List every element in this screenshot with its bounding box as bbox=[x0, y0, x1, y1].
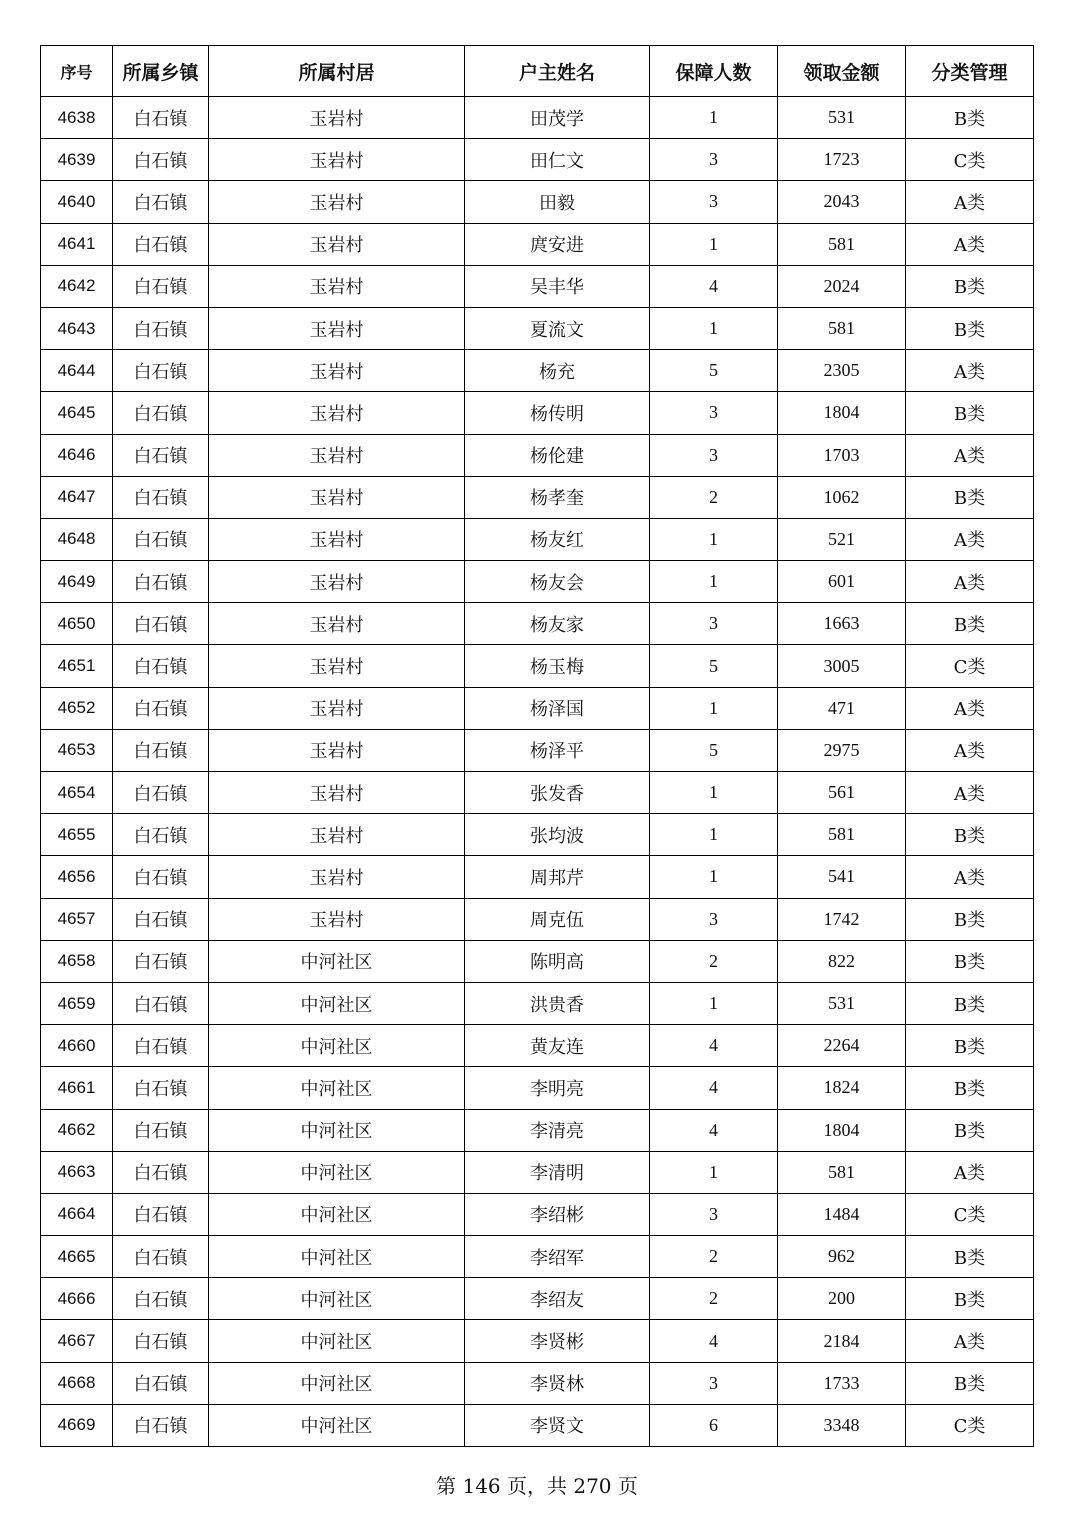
cell-village: 玉岩村 bbox=[209, 307, 465, 349]
cell-householder: 李绍友 bbox=[465, 1278, 650, 1320]
cell-persons: 3 bbox=[650, 1193, 778, 1235]
cell-amount: 1484 bbox=[778, 1193, 906, 1235]
cell-persons: 2 bbox=[650, 940, 778, 982]
cell-township: 白石镇 bbox=[113, 518, 209, 560]
cell-township: 白石镇 bbox=[113, 1025, 209, 1067]
table-row bbox=[41, 181, 1034, 223]
table-row bbox=[41, 223, 1034, 265]
cell-seq: 4668 bbox=[41, 1362, 113, 1404]
cell-township: 白石镇 bbox=[113, 645, 209, 687]
cell-seq: 4661 bbox=[41, 1067, 113, 1109]
cell-category: A类 bbox=[906, 518, 1034, 560]
cell-householder: 杨友会 bbox=[465, 561, 650, 603]
cell-township: 白石镇 bbox=[113, 476, 209, 518]
cell-category: C类 bbox=[906, 1404, 1034, 1446]
cell-householder: 黄友连 bbox=[465, 1025, 650, 1067]
cell-amount: 2024 bbox=[778, 265, 906, 307]
cell-category: B类 bbox=[906, 603, 1034, 645]
cell-seq: 4642 bbox=[41, 265, 113, 307]
cell-seq: 4657 bbox=[41, 898, 113, 940]
cell-township: 白石镇 bbox=[113, 223, 209, 265]
cell-seq: 4656 bbox=[41, 856, 113, 898]
cell-category: A类 bbox=[906, 687, 1034, 729]
header-township: 所属乡镇 bbox=[113, 46, 209, 97]
cell-seq: 4640 bbox=[41, 181, 113, 223]
table-row bbox=[41, 898, 1034, 940]
table-row bbox=[41, 645, 1034, 687]
cell-village: 玉岩村 bbox=[209, 772, 465, 814]
cell-persons: 2 bbox=[650, 1236, 778, 1278]
cell-householder: 周克伍 bbox=[465, 898, 650, 940]
cell-householder: 张发香 bbox=[465, 772, 650, 814]
cell-householder: 杨伦建 bbox=[465, 434, 650, 476]
cell-persons: 3 bbox=[650, 603, 778, 645]
cell-category: B类 bbox=[906, 1109, 1034, 1151]
cell-township: 白石镇 bbox=[113, 856, 209, 898]
cell-seq: 4667 bbox=[41, 1320, 113, 1362]
cell-householder: 田茂学 bbox=[465, 97, 650, 139]
cell-persons: 4 bbox=[650, 1320, 778, 1362]
cell-householder: 李贤彬 bbox=[465, 1320, 650, 1362]
cell-village: 中河社区 bbox=[209, 1404, 465, 1446]
cell-householder: 吴丰华 bbox=[465, 265, 650, 307]
cell-persons: 1 bbox=[650, 772, 778, 814]
cell-householder: 李清亮 bbox=[465, 1109, 650, 1151]
cell-village: 玉岩村 bbox=[209, 898, 465, 940]
cell-amount: 601 bbox=[778, 561, 906, 603]
cell-amount: 1804 bbox=[778, 392, 906, 434]
cell-seq: 4645 bbox=[41, 392, 113, 434]
cell-amount: 531 bbox=[778, 982, 906, 1024]
table-row bbox=[41, 1151, 1034, 1193]
cell-seq: 4647 bbox=[41, 476, 113, 518]
cell-amount: 1742 bbox=[778, 898, 906, 940]
cell-persons: 5 bbox=[650, 350, 778, 392]
table-row bbox=[41, 603, 1034, 645]
table-header-row bbox=[41, 46, 1034, 97]
cell-amount: 581 bbox=[778, 814, 906, 856]
cell-township: 白石镇 bbox=[113, 687, 209, 729]
table-row bbox=[41, 940, 1034, 982]
table-row bbox=[41, 307, 1034, 349]
cell-village: 玉岩村 bbox=[209, 97, 465, 139]
table-row bbox=[41, 1236, 1034, 1278]
cell-persons: 4 bbox=[650, 1109, 778, 1151]
cell-persons: 3 bbox=[650, 898, 778, 940]
cell-village: 玉岩村 bbox=[209, 181, 465, 223]
table-row bbox=[41, 982, 1034, 1024]
cell-persons: 1 bbox=[650, 307, 778, 349]
cell-householder: 田仁文 bbox=[465, 139, 650, 181]
cell-category: C类 bbox=[906, 1193, 1034, 1235]
cell-amount: 531 bbox=[778, 97, 906, 139]
cell-village: 中河社区 bbox=[209, 1278, 465, 1320]
cell-persons: 1 bbox=[650, 814, 778, 856]
table-row bbox=[41, 1278, 1034, 1320]
cell-householder: 李明亮 bbox=[465, 1067, 650, 1109]
cell-householder: 杨友家 bbox=[465, 603, 650, 645]
cell-township: 白石镇 bbox=[113, 814, 209, 856]
cell-persons: 5 bbox=[650, 645, 778, 687]
table-row bbox=[41, 1320, 1034, 1362]
cell-householder: 杨传明 bbox=[465, 392, 650, 434]
cell-category: A类 bbox=[906, 223, 1034, 265]
cell-category: B类 bbox=[906, 1362, 1034, 1404]
cell-seq: 4669 bbox=[41, 1404, 113, 1446]
cell-category: B类 bbox=[906, 265, 1034, 307]
table-row bbox=[41, 1067, 1034, 1109]
cell-category: B类 bbox=[906, 1025, 1034, 1067]
table-row bbox=[41, 814, 1034, 856]
cell-village: 中河社区 bbox=[209, 982, 465, 1024]
cell-township: 白石镇 bbox=[113, 603, 209, 645]
cell-category: B类 bbox=[906, 1067, 1034, 1109]
cell-village: 中河社区 bbox=[209, 940, 465, 982]
cell-amount: 1663 bbox=[778, 603, 906, 645]
cell-seq: 4651 bbox=[41, 645, 113, 687]
cell-category: A类 bbox=[906, 434, 1034, 476]
cell-householder: 李绍军 bbox=[465, 1236, 650, 1278]
cell-amount: 471 bbox=[778, 687, 906, 729]
cell-seq: 4662 bbox=[41, 1109, 113, 1151]
cell-category: B类 bbox=[906, 982, 1034, 1024]
cell-householder: 杨友红 bbox=[465, 518, 650, 560]
cell-village: 玉岩村 bbox=[209, 814, 465, 856]
cell-amount: 1062 bbox=[778, 476, 906, 518]
cell-township: 白石镇 bbox=[113, 97, 209, 139]
cell-seq: 4646 bbox=[41, 434, 113, 476]
cell-amount: 521 bbox=[778, 518, 906, 560]
cell-seq: 4666 bbox=[41, 1278, 113, 1320]
table-row bbox=[41, 561, 1034, 603]
cell-village: 玉岩村 bbox=[209, 139, 465, 181]
cell-seq: 4641 bbox=[41, 223, 113, 265]
cell-township: 白石镇 bbox=[113, 350, 209, 392]
header-persons: 保障人数 bbox=[650, 46, 778, 97]
cell-township: 白石镇 bbox=[113, 772, 209, 814]
cell-township: 白石镇 bbox=[113, 1109, 209, 1151]
cell-township: 白石镇 bbox=[113, 1067, 209, 1109]
cell-amount: 581 bbox=[778, 1151, 906, 1193]
cell-township: 白石镇 bbox=[113, 265, 209, 307]
table-row bbox=[41, 772, 1034, 814]
cell-persons: 1 bbox=[650, 518, 778, 560]
cell-seq: 4663 bbox=[41, 1151, 113, 1193]
cell-householder: 田毅 bbox=[465, 181, 650, 223]
cell-township: 白石镇 bbox=[113, 1236, 209, 1278]
cell-township: 白石镇 bbox=[113, 1193, 209, 1235]
cell-amount: 822 bbox=[778, 940, 906, 982]
table-row bbox=[41, 265, 1034, 307]
table-row bbox=[41, 1193, 1034, 1235]
cell-persons: 4 bbox=[650, 1025, 778, 1067]
cell-amount: 1824 bbox=[778, 1067, 906, 1109]
cell-village: 玉岩村 bbox=[209, 265, 465, 307]
cell-amount: 962 bbox=[778, 1236, 906, 1278]
cell-township: 白石镇 bbox=[113, 1278, 209, 1320]
cell-persons: 3 bbox=[650, 139, 778, 181]
cell-persons: 3 bbox=[650, 392, 778, 434]
cell-amount: 200 bbox=[778, 1278, 906, 1320]
cell-category: A类 bbox=[906, 856, 1034, 898]
table-row bbox=[41, 729, 1034, 771]
cell-householder: 李贤文 bbox=[465, 1404, 650, 1446]
cell-category: A类 bbox=[906, 729, 1034, 771]
cell-persons: 1 bbox=[650, 982, 778, 1024]
cell-category: C类 bbox=[906, 139, 1034, 181]
cell-amount: 2264 bbox=[778, 1025, 906, 1067]
cell-persons: 1 bbox=[650, 687, 778, 729]
cell-township: 白石镇 bbox=[113, 181, 209, 223]
header-category: 分类管理 bbox=[906, 46, 1034, 97]
cell-category: B类 bbox=[906, 814, 1034, 856]
cell-village: 玉岩村 bbox=[209, 687, 465, 729]
cell-seq: 4655 bbox=[41, 814, 113, 856]
header-householder: 户主姓名 bbox=[465, 46, 650, 97]
cell-category: B类 bbox=[906, 1278, 1034, 1320]
cell-persons: 1 bbox=[650, 1151, 778, 1193]
table-row bbox=[41, 1404, 1034, 1446]
cell-amount: 1804 bbox=[778, 1109, 906, 1151]
cell-township: 白石镇 bbox=[113, 898, 209, 940]
cell-village: 中河社区 bbox=[209, 1362, 465, 1404]
cell-amount: 2184 bbox=[778, 1320, 906, 1362]
cell-seq: 4649 bbox=[41, 561, 113, 603]
cell-seq: 4659 bbox=[41, 982, 113, 1024]
table-row bbox=[41, 139, 1034, 181]
cell-seq: 4643 bbox=[41, 307, 113, 349]
cell-householder: 陈明高 bbox=[465, 940, 650, 982]
cell-persons: 2 bbox=[650, 1278, 778, 1320]
cell-village: 中河社区 bbox=[209, 1151, 465, 1193]
table-row bbox=[41, 97, 1034, 139]
cell-category: A类 bbox=[906, 1151, 1034, 1193]
table-row bbox=[41, 1109, 1034, 1151]
cell-township: 白石镇 bbox=[113, 982, 209, 1024]
household-table bbox=[40, 45, 1034, 1447]
cell-village: 玉岩村 bbox=[209, 223, 465, 265]
cell-seq: 4650 bbox=[41, 603, 113, 645]
table-row bbox=[41, 476, 1034, 518]
cell-village: 玉岩村 bbox=[209, 561, 465, 603]
cell-category: B类 bbox=[906, 392, 1034, 434]
table-row bbox=[41, 350, 1034, 392]
table-body bbox=[41, 97, 1034, 1447]
cell-village: 玉岩村 bbox=[209, 392, 465, 434]
cell-seq: 4644 bbox=[41, 350, 113, 392]
cell-seq: 4653 bbox=[41, 729, 113, 771]
table-row bbox=[41, 434, 1034, 476]
cell-category: A类 bbox=[906, 772, 1034, 814]
cell-persons: 5 bbox=[650, 729, 778, 771]
cell-householder: 李清明 bbox=[465, 1151, 650, 1193]
cell-seq: 4639 bbox=[41, 139, 113, 181]
cell-village: 玉岩村 bbox=[209, 856, 465, 898]
cell-seq: 4665 bbox=[41, 1236, 113, 1278]
cell-township: 白石镇 bbox=[113, 1362, 209, 1404]
cell-amount: 561 bbox=[778, 772, 906, 814]
cell-householder: 杨泽平 bbox=[465, 729, 650, 771]
cell-householder: 杨泽国 bbox=[465, 687, 650, 729]
cell-seq: 4648 bbox=[41, 518, 113, 560]
cell-township: 白石镇 bbox=[113, 729, 209, 771]
cell-householder: 杨充 bbox=[465, 350, 650, 392]
cell-category: C类 bbox=[906, 645, 1034, 687]
cell-category: A类 bbox=[906, 1320, 1034, 1362]
cell-persons: 3 bbox=[650, 1362, 778, 1404]
table-row bbox=[41, 1362, 1034, 1404]
page-footer: 第 146 页，共 270 页 bbox=[436, 1474, 638, 1498]
cell-township: 白石镇 bbox=[113, 307, 209, 349]
cell-township: 白石镇 bbox=[113, 940, 209, 982]
cell-category: B类 bbox=[906, 97, 1034, 139]
cell-householder: 庹安进 bbox=[465, 223, 650, 265]
cell-amount: 541 bbox=[778, 856, 906, 898]
cell-amount: 581 bbox=[778, 223, 906, 265]
cell-amount: 3005 bbox=[778, 645, 906, 687]
cell-township: 白石镇 bbox=[113, 1320, 209, 1362]
cell-amount: 2043 bbox=[778, 181, 906, 223]
cell-category: A类 bbox=[906, 350, 1034, 392]
cell-township: 白石镇 bbox=[113, 1151, 209, 1193]
cell-seq: 4638 bbox=[41, 97, 113, 139]
cell-village: 中河社区 bbox=[209, 1109, 465, 1151]
cell-seq: 4664 bbox=[41, 1193, 113, 1235]
cell-householder: 张均波 bbox=[465, 814, 650, 856]
cell-village: 玉岩村 bbox=[209, 729, 465, 771]
table-row bbox=[41, 518, 1034, 560]
cell-village: 中河社区 bbox=[209, 1025, 465, 1067]
cell-township: 白石镇 bbox=[113, 392, 209, 434]
cell-village: 玉岩村 bbox=[209, 645, 465, 687]
cell-amount: 2975 bbox=[778, 729, 906, 771]
cell-householder: 杨玉梅 bbox=[465, 645, 650, 687]
cell-category: A类 bbox=[906, 561, 1034, 603]
cell-township: 白石镇 bbox=[113, 1404, 209, 1446]
cell-township: 白石镇 bbox=[113, 434, 209, 476]
cell-persons: 4 bbox=[650, 265, 778, 307]
cell-persons: 1 bbox=[650, 561, 778, 603]
cell-householder: 李绍彬 bbox=[465, 1193, 650, 1235]
cell-persons: 6 bbox=[650, 1404, 778, 1446]
cell-householder: 李贤林 bbox=[465, 1362, 650, 1404]
cell-category: B类 bbox=[906, 898, 1034, 940]
cell-seq: 4658 bbox=[41, 940, 113, 982]
cell-persons: 3 bbox=[650, 181, 778, 223]
header-village: 所属村居 bbox=[209, 46, 465, 97]
cell-persons: 1 bbox=[650, 97, 778, 139]
cell-householder: 周邦芹 bbox=[465, 856, 650, 898]
cell-amount: 581 bbox=[778, 307, 906, 349]
table-row bbox=[41, 1025, 1034, 1067]
cell-category: B类 bbox=[906, 1236, 1034, 1278]
cell-seq: 4660 bbox=[41, 1025, 113, 1067]
cell-category: A类 bbox=[906, 181, 1034, 223]
cell-amount: 1723 bbox=[778, 139, 906, 181]
cell-village: 中河社区 bbox=[209, 1067, 465, 1109]
cell-village: 玉岩村 bbox=[209, 350, 465, 392]
cell-village: 玉岩村 bbox=[209, 476, 465, 518]
cell-amount: 2305 bbox=[778, 350, 906, 392]
cell-persons: 4 bbox=[650, 1067, 778, 1109]
cell-persons: 1 bbox=[650, 856, 778, 898]
cell-category: B类 bbox=[906, 476, 1034, 518]
cell-householder: 夏流文 bbox=[465, 307, 650, 349]
cell-township: 白石镇 bbox=[113, 561, 209, 603]
cell-householder: 洪贵香 bbox=[465, 982, 650, 1024]
cell-village: 中河社区 bbox=[209, 1236, 465, 1278]
table-row bbox=[41, 856, 1034, 898]
cell-amount: 3348 bbox=[778, 1404, 906, 1446]
cell-village: 玉岩村 bbox=[209, 603, 465, 645]
header-amount: 领取金额 bbox=[778, 46, 906, 97]
cell-householder: 杨孝奎 bbox=[465, 476, 650, 518]
table-row bbox=[41, 392, 1034, 434]
cell-amount: 1733 bbox=[778, 1362, 906, 1404]
cell-persons: 3 bbox=[650, 434, 778, 476]
cell-village: 玉岩村 bbox=[209, 518, 465, 560]
cell-seq: 4652 bbox=[41, 687, 113, 729]
table-row bbox=[41, 687, 1034, 729]
cell-seq: 4654 bbox=[41, 772, 113, 814]
cell-village: 玉岩村 bbox=[209, 434, 465, 476]
cell-amount: 1703 bbox=[778, 434, 906, 476]
cell-persons: 2 bbox=[650, 476, 778, 518]
header-seq: 序号 bbox=[41, 46, 113, 97]
cell-village: 中河社区 bbox=[209, 1320, 465, 1362]
cell-category: B类 bbox=[906, 307, 1034, 349]
cell-township: 白石镇 bbox=[113, 139, 209, 181]
cell-category: B类 bbox=[906, 940, 1034, 982]
cell-village: 中河社区 bbox=[209, 1193, 465, 1235]
cell-persons: 1 bbox=[650, 223, 778, 265]
